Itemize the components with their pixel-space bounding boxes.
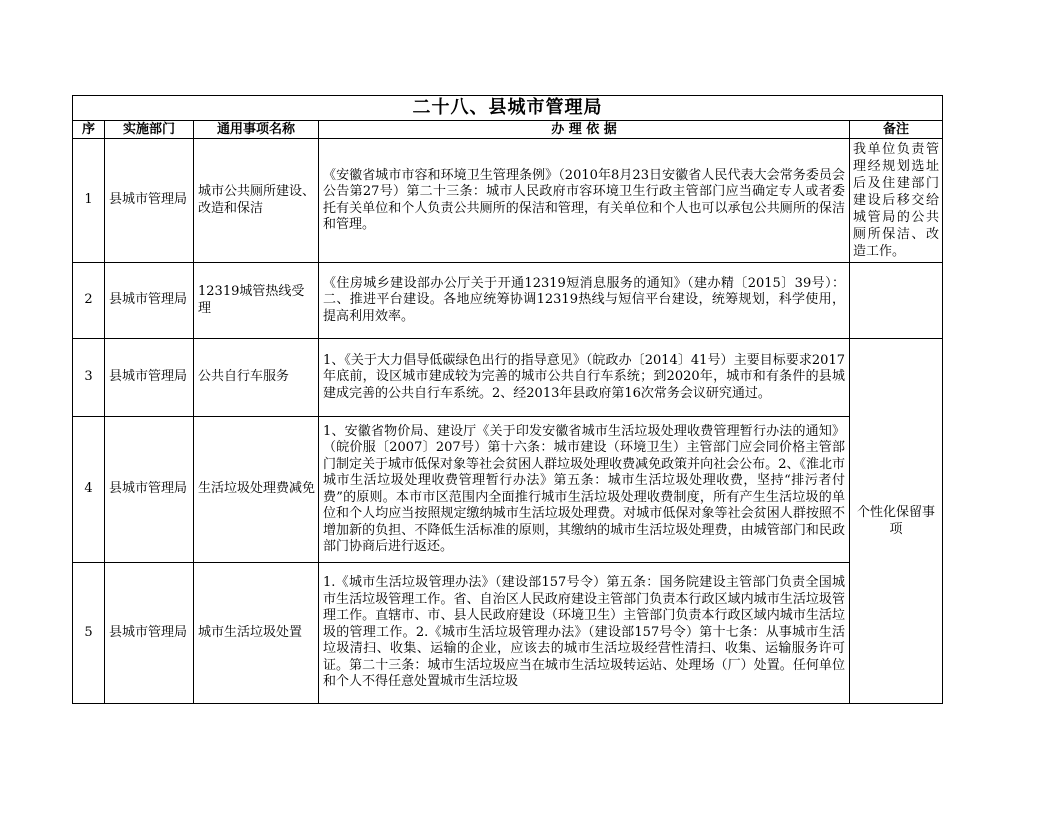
table-row [73, 417, 943, 563]
matters-table [72, 95, 943, 704]
title-row [73, 96, 943, 121]
row-item: 公共自行车服务 [194, 339, 319, 417]
row-remark-empty [850, 263, 943, 339]
header-dept: 实施部门 [105, 121, 194, 139]
header-row [73, 121, 943, 139]
page-title: 二十八、县城市管理局 [73, 96, 943, 121]
row-basis: 1.《城市生活垃圾管理办法》（建设部157号令）第五条：国务院建设主管部门负责全国城市生活垃圾管理工作。省、自治区人民政府建设主管部门负责本行政区域内城市生活垃圾管理工作。直辖市、市、县人民政府建设（环境卫生）主管部门负责本行政区域内城市生活垃圾的管理工作。2.《城市生活垃圾管理办法》（建设部157号令）第十七条：从事城市生活垃圾清扫、收集、运输的企业，应该去的城市生活垃圾经营性清扫、收集、运输服务许可证。第二十三条：城市生活垃圾应当在城市生活垃圾转运站、处理场（厂）处置。任何单位和个人不得任意处置城市生活垃圾 [319, 563, 850, 704]
row-basis: 《安徽省城市市容和环境卫生管理条例》（2010年8月23日安徽省人民代表大会常务委员会公告第27号）第二十三条：城市人民政府市容环境卫生行政主管部门应当确定专人或者委托有关单位和个人负责公共厕所的保洁和管理，有关单位和个人也可以承包公共厕所的保洁和管理。 [319, 139, 850, 263]
header-seq: 序 [73, 121, 105, 139]
row-item: 城市生活垃圾处置 [194, 563, 319, 704]
row-dept: 县城市管理局 [105, 263, 194, 339]
row-basis: 1、《关于大力倡导低碳绿色出行的指导意见》（皖政办〔2014〕41号）主要目标要求2017年底前，设区城市建成较为完善的城市公共自行车系统；到2020年，城市和有条件的县城建成完善的公共自行车系统。2、经2013年县政府第16次常务会议研究通过。 [319, 339, 850, 417]
header-item: 通用事项名称 [194, 121, 319, 139]
row-seq: 1 [73, 139, 105, 263]
table-row [73, 139, 943, 263]
row-basis: 1、安徽省物价局、建设厅《关于印发安徽省城市生活垃圾处理收费管理暂行办法的通知》（皖价服〔2007〕207号）第十六条：城市建设（环境卫生）主管部门应会同价格主管部门制定关于城市低保对象等社会贫困人群垃圾处理收费减免政策并向社会公布。2、《淮北市城市生活垃圾处理收费管理暂行办法》第五条：城市生活垃圾处理收费，坚持“排污者付费”的原则。本市市区范围内全面推行城市生活垃圾处理收费制度，所有产生生活垃圾的单位和个人均应当按照规定缴纳城市生活垃圾处理费。对城市低保对象等社会贫困人群按照不增加新的负担、不降低生活标准的原则，其缴纳的城市生活垃圾处理费，由城管部门和民政部门协商后进行返还。 [319, 417, 850, 563]
row-basis: 《住房城乡建设部办公厅关于开通12319短消息服务的通知》（建办精〔2015〕39号）：二、推进平台建设。各地应统筹协调12319热线与短信平台建设，统筹规划，科学使用，提高利用效率。 [319, 263, 850, 339]
row-item: 生活垃圾处理费减免 [194, 417, 319, 563]
header-basis: 办 理 依 据 [319, 121, 850, 139]
table-row [73, 339, 943, 417]
row-seq: 4 [73, 417, 105, 563]
row-item: 12319城管热线受理 [194, 263, 319, 339]
header-remark: 备注 [850, 121, 943, 139]
row-seq: 3 [73, 339, 105, 417]
row-dept: 县城市管理局 [105, 563, 194, 704]
table-row [73, 263, 943, 339]
table-row [73, 563, 943, 704]
row-remark: 我单位负责管理经规划选址后及住建部门建设后移交给城管局的公共厕所保洁、改造工作。 [850, 139, 943, 263]
row-dept: 县城市管理局 [105, 417, 194, 563]
remark-group: 个性化保留事项 [850, 339, 943, 704]
row-item: 城市公共厕所建设、改造和保洁 [194, 139, 319, 263]
row-dept: 县城市管理局 [105, 339, 194, 417]
row-dept: 县城市管理局 [105, 139, 194, 263]
row-seq: 5 [73, 563, 105, 704]
row-seq: 2 [73, 263, 105, 339]
